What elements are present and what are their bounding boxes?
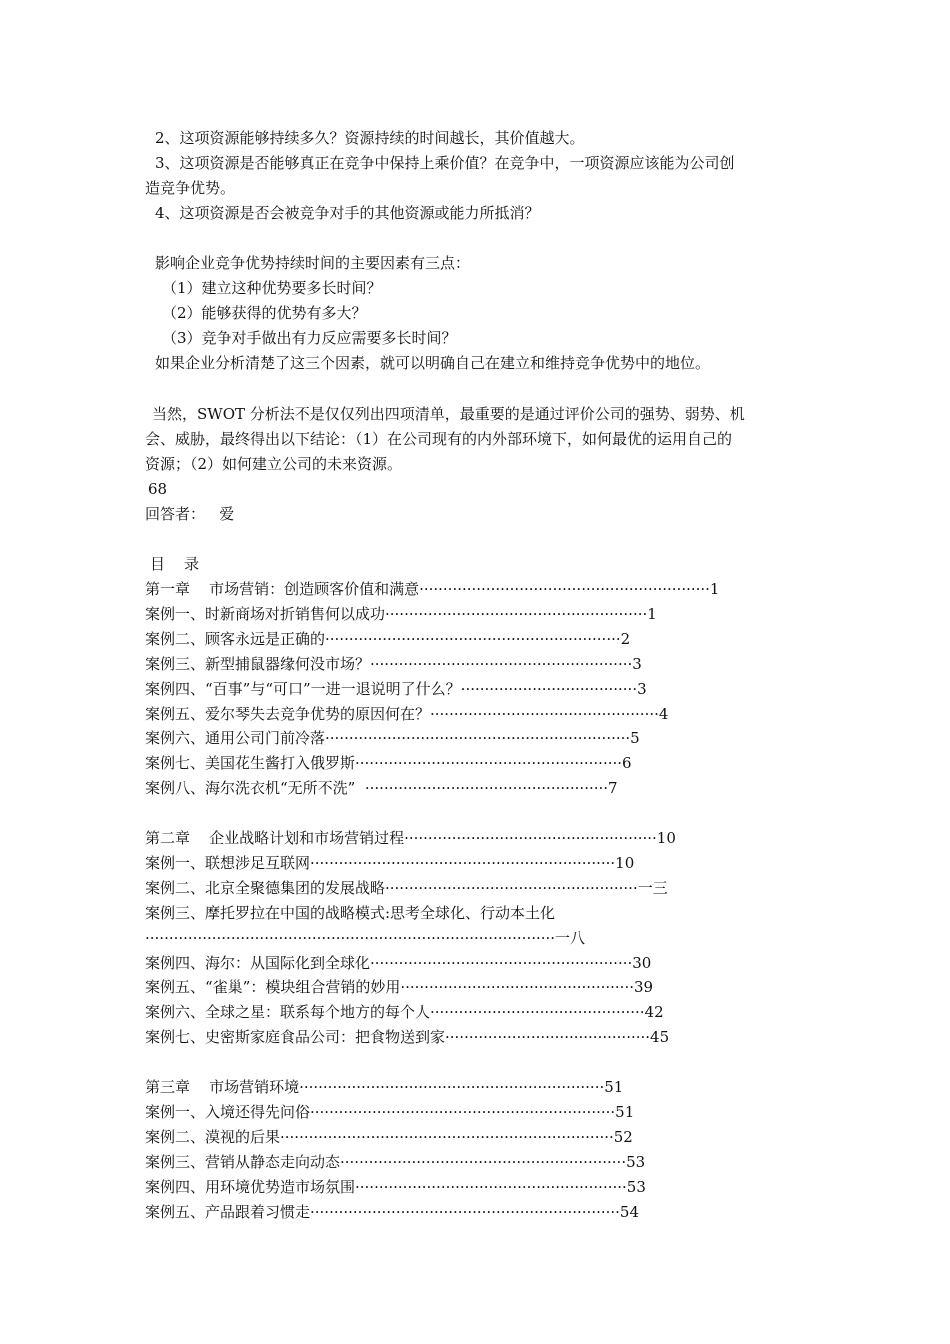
answerer-line: 回答者： 爱 xyxy=(145,505,235,523)
para-line: 造竞争优势。 xyxy=(145,179,236,197)
toc-entry: 第三章 市场营销环境································································51 xyxy=(145,1078,624,1096)
toc-entry: 案例七、美国花生酱打入俄罗斯························································6 xyxy=(145,754,632,772)
toc-entry: 案例八、海尔洗衣机“无所不洗” ···················································7 xyxy=(145,779,618,797)
para-line: （1）建立这种优势要多长时间？ xyxy=(162,279,382,297)
toc-entry: 案例三、新型捕鼠器缘何没市场？·······················································3 xyxy=(145,655,642,673)
toc-entry: 案例四、用环境优势造市场氛围·························································53 xyxy=(145,1178,646,1196)
toc-entry: 案例一、入境还得先问俗································································51 xyxy=(145,1103,635,1121)
para-line: （2）能够获得的优势有多大？ xyxy=(162,304,367,322)
toc-entry: 案例六、通用公司门前冷落································································5 xyxy=(145,729,640,747)
toc-entry: 案例五、产品跟着习惯走·································································54 xyxy=(145,1203,640,1221)
toc-entry: 案例七、史密斯家庭食品公司：把食物送到家···········································45 xyxy=(145,1028,670,1046)
toc-entry: 第一章 市场营销：创造顾客价值和满意·····························································1 xyxy=(145,580,720,598)
para-line: （3）竞争对手做出有力反应需要多长时间？ xyxy=(162,329,457,347)
toc-entry: 案例一、联想涉足互联网································································10 xyxy=(145,854,635,872)
toc-entry: 案例三、摩托罗拉在中国的战略模式:思考全球化、行动本土化 xyxy=(145,904,556,922)
toc-entry: 案例三、营销从静态走向动态····························································53 xyxy=(145,1153,646,1171)
para-line: 影响企业竞争优势持续时间的主要因素有三点： xyxy=(155,254,471,272)
toc-entry: 案例五、爱尔琴失去竞争优势的原因何在？················································4 xyxy=(145,705,669,723)
para-line: 3、这项资源是否能够真正在竞争中保持上乘价值？在竞争中，一项资源应该能为公司创 xyxy=(155,154,735,172)
toc-title: 目 录 xyxy=(150,555,200,573)
para-line: 如果企业分析清楚了这三个因素，就可以明确自己在建立和维持竞争优势中的地位。 xyxy=(155,354,711,372)
para-line: 会、威胁，最终得出以下结论：（1）在公司现有的内外部环境下，如何最优的运用自己的 xyxy=(145,430,733,448)
toc-entry: 案例二、顾客永远是正确的······························································2 xyxy=(145,630,631,648)
page-number: 68 xyxy=(148,480,168,498)
toc-entry: 第二章 企业战略计划和市场营销过程·····················································10 xyxy=(145,829,676,847)
para-line: 4、这项资源是否会被竞争对手的其他资源或能力所抵消？ xyxy=(155,204,540,222)
toc-entry: 案例五、“雀巢”：模块组合营销的妙用·················································39 xyxy=(145,978,654,996)
toc-entry: 案例二、北京全聚德集团的发展战略·····················································一三 xyxy=(145,879,668,897)
para-line: 资源；（2）如何建立公司的未来资源。 xyxy=(145,455,403,473)
para-line: 当然，SWOT 分析法不是仅仅列出四项清单，最重要的是通过评价公司的强势、弱势、机 xyxy=(152,405,745,423)
toc-entry: 案例一、时新商场对折销售何以成功·······················································1 xyxy=(145,605,657,623)
toc-entry: 案例四、“百事”与“可口”一进一退说明了什么？·····································3 xyxy=(145,680,647,698)
toc-entry: ······················································································一八 xyxy=(145,929,586,947)
para-line: 2、这项资源能够持续多久？资源持续的时间越长，其价值越大。 xyxy=(155,129,585,147)
toc-entry: 案例六、全球之星：联系每个地方的每个人·············································42 xyxy=(145,1003,664,1021)
toc-entry: 案例二、漠视的后果······································································52 xyxy=(145,1128,633,1146)
toc-entry: 案例四、海尔：从国际化到全球化·······················································30 xyxy=(145,954,652,972)
